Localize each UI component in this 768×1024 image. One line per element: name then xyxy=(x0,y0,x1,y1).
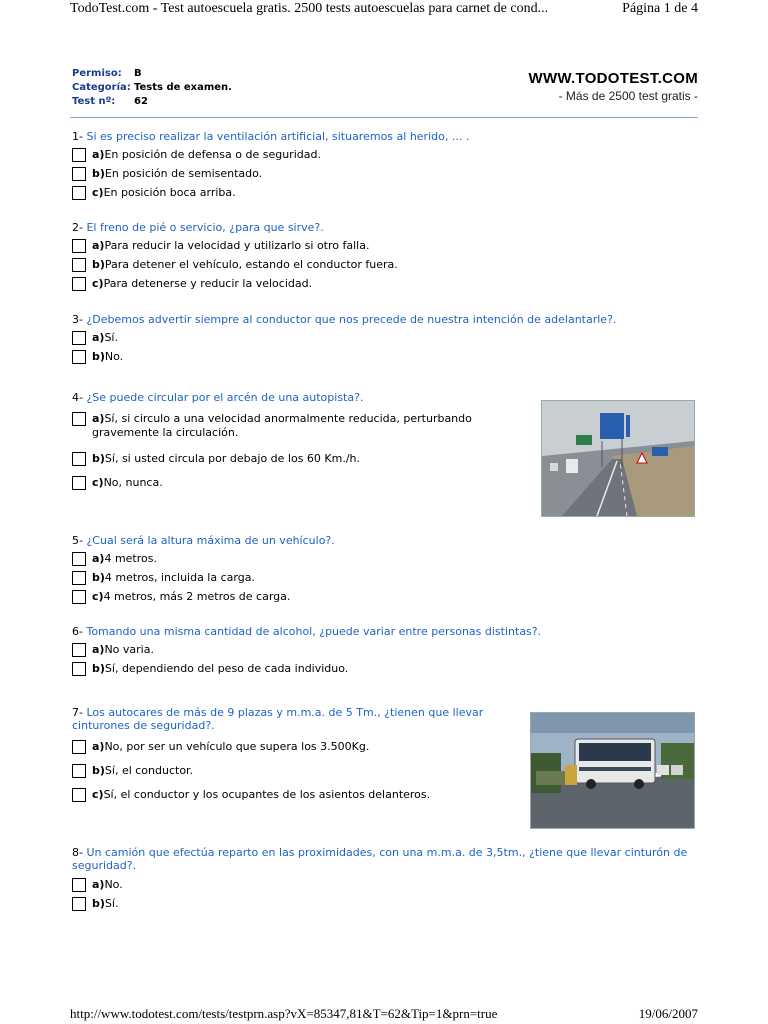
answer-checkbox[interactable] xyxy=(72,186,86,200)
question-number: 1- xyxy=(72,130,83,143)
answer-checkbox[interactable] xyxy=(72,239,86,253)
bus-image xyxy=(531,713,694,828)
option-text: En posición boca arriba. xyxy=(103,186,236,199)
motorway-photo xyxy=(541,400,695,517)
answer-checkbox[interactable] xyxy=(72,788,86,802)
answer-checkbox[interactable] xyxy=(72,764,86,778)
question-4 xyxy=(72,391,512,490)
option-c xyxy=(72,186,692,200)
question-number: 7- xyxy=(72,706,83,719)
option-text: En posición de defensa o de seguridad. xyxy=(104,148,321,161)
option-text: No varia. xyxy=(104,643,154,656)
option-b xyxy=(72,571,692,585)
answer-checkbox[interactable] xyxy=(72,897,86,911)
answer-checkbox[interactable] xyxy=(72,476,86,490)
site-tagline: - Más de 2500 test gratis - xyxy=(558,89,698,103)
test-number-value: 62 xyxy=(134,96,148,107)
print-date: 19/06/2007 xyxy=(638,1006,698,1021)
answer-checkbox[interactable] xyxy=(72,452,86,466)
option-letter: b) xyxy=(92,571,105,584)
test-number-label: Test nº: xyxy=(72,96,116,107)
answer-checkbox[interactable] xyxy=(72,878,86,892)
option-text: Sí, el conductor y los ocupantes de los asientos delanteros. xyxy=(103,788,431,801)
question-number: 4- xyxy=(72,391,83,404)
option-letter: c) xyxy=(92,277,104,290)
option-text: Sí, si usted circula por debajo de los 60 Km./h. xyxy=(104,452,361,465)
option-letter: c) xyxy=(92,788,104,801)
permiso-value: B xyxy=(134,68,142,79)
answer-checkbox[interactable] xyxy=(72,412,86,426)
print-header xyxy=(70,0,698,18)
option-letter: a) xyxy=(92,331,105,344)
option-text: Sí, si circulo a una velocidad anormalmente reducida, perturbando gravemente la circulación. xyxy=(92,412,472,439)
option-letter: b) xyxy=(92,764,105,777)
question-number: 2- xyxy=(72,221,83,234)
answer-checkbox[interactable] xyxy=(72,167,86,181)
option-text: No, nunca. xyxy=(103,476,163,489)
brand xyxy=(528,70,698,103)
option-letter: b) xyxy=(92,452,105,465)
option-letter: a) xyxy=(92,148,105,161)
answer-checkbox[interactable] xyxy=(72,148,86,162)
option-letter: b) xyxy=(92,350,105,363)
question-text xyxy=(72,313,698,326)
categoria-row xyxy=(72,81,232,95)
option-text: Sí, el conductor. xyxy=(104,764,194,777)
permiso-row xyxy=(72,67,232,81)
option-letter: a) xyxy=(92,552,105,565)
option-text: No, por ser un vehículo que supera los 3.500Kg. xyxy=(104,740,370,753)
page-url: http://www.todotest.com/tests/testprn.asp?vX=85347,81&T=62&Tip=1&prn=true xyxy=(70,1006,498,1021)
option-text: Para detener el vehículo, estando el conductor fuera. xyxy=(104,258,398,271)
test-number-row xyxy=(72,95,232,109)
option-text: 4 metros. xyxy=(104,552,157,565)
option-c xyxy=(72,590,692,604)
question-number: 5- xyxy=(72,534,83,547)
question-8 xyxy=(72,846,698,911)
option-letter: c) xyxy=(92,590,104,603)
question-2 xyxy=(72,221,692,291)
option-b xyxy=(72,662,692,676)
option-a xyxy=(72,552,692,566)
question-3 xyxy=(72,313,698,364)
question-statement: Tomando una misma cantidad de alcohol, ¿puede variar entre personas distintas?. xyxy=(86,625,542,638)
option-text: No. xyxy=(104,350,124,363)
option-letter: a) xyxy=(92,878,105,891)
option-c xyxy=(72,277,692,291)
option-text: Sí. xyxy=(104,897,119,910)
permiso-label: Permiso: xyxy=(72,68,122,79)
question-text xyxy=(72,391,512,404)
option-text: Sí. xyxy=(104,331,118,344)
option-b xyxy=(72,350,698,364)
header-divider xyxy=(70,117,698,118)
option-letter: b) xyxy=(92,897,105,910)
question-text xyxy=(72,534,692,547)
option-letter: c) xyxy=(92,186,104,199)
option-b xyxy=(72,897,698,911)
question-text xyxy=(72,625,692,638)
option-b xyxy=(72,764,517,778)
option-letter: a) xyxy=(92,740,105,753)
question-number: 8- xyxy=(72,846,83,859)
bus-photo xyxy=(530,712,695,829)
answer-checkbox[interactable] xyxy=(72,331,86,345)
test-meta xyxy=(72,67,232,109)
question-5 xyxy=(72,534,692,604)
answer-checkbox[interactable] xyxy=(72,643,86,657)
option-a xyxy=(72,331,698,345)
option-letter: b) xyxy=(92,662,105,675)
categoria-value: Tests de examen. xyxy=(134,82,232,93)
option-letter: a) xyxy=(92,412,105,425)
site-name: WWW.TODOTEST.COM xyxy=(528,70,698,87)
option-b xyxy=(72,258,692,272)
option-text: Para detenerse y reducir la velocidad. xyxy=(103,277,313,290)
document-title: TodoTest.com - Test autoescuela gratis. 2500 tests autoescuelas para carnet de cond... xyxy=(70,1,549,16)
question-statement: Si es preciso realizar la ventilación artificial, situaremos al herido, ... . xyxy=(86,130,470,143)
option-letter: b) xyxy=(92,167,105,180)
question-statement: El freno de pié o servicio, ¿para que sirve?. xyxy=(86,221,324,234)
answer-checkbox[interactable] xyxy=(72,258,86,272)
question-7 xyxy=(72,706,517,802)
question-text xyxy=(72,221,692,234)
categoria-label: Categoría: xyxy=(72,82,131,93)
page-number: Página 1 de 4 xyxy=(622,1,698,16)
question-statement: ¿Cual será la altura máxima de un vehículo?. xyxy=(86,534,335,547)
option-text: En posición de semisentado. xyxy=(104,167,263,180)
option-c xyxy=(72,788,517,802)
motorway-image xyxy=(542,401,694,516)
option-letter: a) xyxy=(92,239,105,252)
option-c xyxy=(72,476,512,490)
question-1 xyxy=(72,130,692,200)
answer-checkbox[interactable] xyxy=(72,552,86,566)
question-statement: Los autocares de más de 9 plazas y m.m.a. de 5 Tm., ¿tienen que llevar cinturones de seguridad?. xyxy=(72,706,484,732)
question-number: 3- xyxy=(72,313,83,326)
answer-checkbox[interactable] xyxy=(72,350,86,364)
answer-checkbox[interactable] xyxy=(72,277,86,291)
answer-checkbox[interactable] xyxy=(72,571,86,585)
question-6 xyxy=(72,625,692,676)
question-statement: ¿Debemos advertir siempre al conductor que nos precede de nuestra intención de adelantarle?. xyxy=(86,313,617,326)
option-a xyxy=(72,740,517,754)
option-text: 4 metros, incluida la carga. xyxy=(104,571,255,584)
answer-checkbox[interactable] xyxy=(72,590,86,604)
option-b xyxy=(72,167,692,181)
option-a xyxy=(72,148,692,162)
question-text xyxy=(72,130,692,143)
option-text: Para reducir la velocidad y utilizarlo si otro falla. xyxy=(104,239,370,252)
option-a xyxy=(72,878,698,892)
option-text: 4 metros, más 2 metros de carga. xyxy=(103,590,291,603)
option-a xyxy=(72,412,512,440)
answer-checkbox[interactable] xyxy=(72,740,86,754)
question-statement: Un camión que efectúa reparto en las proximidades, con una m.m.a. de 3,5tm., ¿tiene que llevar cinturón de seguridad?. xyxy=(72,846,688,872)
option-text: Sí, dependiendo del peso de cada individuo. xyxy=(104,662,349,675)
option-letter: a) xyxy=(92,643,105,656)
option-letter: c) xyxy=(92,476,104,489)
option-a xyxy=(72,643,692,657)
option-letter: b) xyxy=(92,258,105,271)
option-a xyxy=(72,239,692,253)
option-text: No. xyxy=(104,878,123,891)
question-statement: ¿Se puede circular por el arcén de una autopista?. xyxy=(86,391,364,404)
question-number: 6- xyxy=(72,625,83,638)
question-text xyxy=(72,846,698,872)
answer-checkbox[interactable] xyxy=(72,662,86,676)
option-b xyxy=(72,452,512,466)
question-text xyxy=(72,706,517,732)
